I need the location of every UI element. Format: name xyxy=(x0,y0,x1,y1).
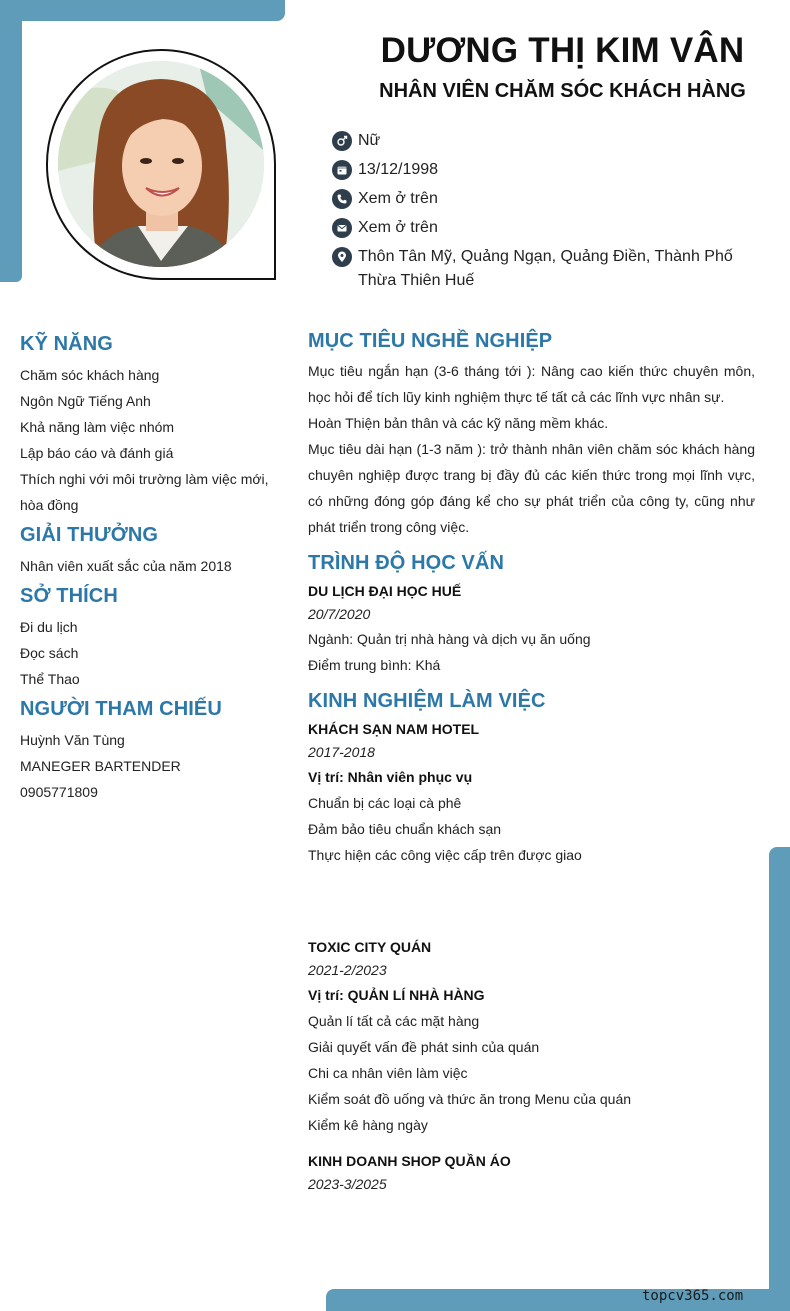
objective-heading: MỤC TIÊU NGHỀ NGHIỆP xyxy=(308,330,553,352)
job-company: KHÁCH SẠN NAM HOTEL xyxy=(308,721,480,737)
education-date: 20/7/2020 xyxy=(308,606,371,622)
awards-heading: GIẢI THƯỞNG xyxy=(20,524,159,546)
job-role: Vị trí: QUẢN LÍ NHÀ HÀNG xyxy=(308,987,485,1003)
decorative-bar-top xyxy=(0,0,285,21)
job-period: 2023-3/2025 xyxy=(308,1176,387,1192)
skills-heading: KỸ NĂNG xyxy=(20,333,113,355)
experience-section xyxy=(308,690,755,1196)
objective-section xyxy=(308,330,755,540)
contact-phone xyxy=(332,187,772,211)
candidate-job-title: NHÂN VIÊN CHĂM SÓC KHÁCH HÀNG xyxy=(379,80,746,102)
gender-icon xyxy=(332,131,352,151)
skill-item: Chăm sóc khách hàng xyxy=(20,367,160,383)
hobbies-section xyxy=(20,585,285,692)
watermark: topcv365.com xyxy=(642,1288,744,1304)
avatar-frame xyxy=(46,49,276,280)
hobbies-heading: SỞ THÍCH xyxy=(20,585,118,607)
calendar-icon xyxy=(332,160,352,180)
awards-section xyxy=(20,524,285,579)
email-icon xyxy=(332,218,352,238)
skill-item: Khả năng làm việc nhóm xyxy=(20,419,175,435)
right-column xyxy=(308,330,755,1202)
job-task: Kiểm soát đồ uống và thức ăn trong Menu của quán xyxy=(308,1091,632,1107)
references-heading: NGƯỜI THAM CHIẾU xyxy=(20,698,222,720)
job-period: 2017-2018 xyxy=(308,744,375,760)
job-company: TOXIC CITY QUÁN xyxy=(308,939,432,955)
award-item: Nhân viên xuất sắc của năm 2018 xyxy=(20,558,232,574)
job-company: KINH DOANH SHOP QUẦN ÁO xyxy=(308,1153,511,1169)
job-role: Vị trí: Nhân viên phục vụ xyxy=(308,769,473,785)
left-column xyxy=(20,333,285,811)
contact-email-text: Xem ở trên xyxy=(358,219,438,236)
reference-name: Huỳnh Văn Tùng xyxy=(20,732,125,748)
contact-gender xyxy=(332,129,772,153)
skill-item: Lập báo cáo và đánh giá xyxy=(20,445,174,461)
hobby-item: Thể Thao xyxy=(20,671,80,687)
job-entry xyxy=(308,718,755,868)
hobby-item: Đi du lịch xyxy=(20,619,78,635)
contact-email xyxy=(332,216,772,240)
education-heading: TRÌNH ĐỘ HỌC VẤN xyxy=(308,552,505,574)
job-task: Đảm bảo tiêu chuẩn khách sạn xyxy=(308,821,502,837)
avatar xyxy=(58,61,264,267)
phone-icon xyxy=(332,189,352,209)
contact-address xyxy=(332,245,772,293)
objective-paragraph: Mục tiêu ngắn hạn (3-6 tháng tới ): Nâng cao kiến thức chuyên môn, học hỏi để tích lũy kinh nghiệm thực tế tất cả các lĩnh vực nhân sự. xyxy=(308,363,755,405)
skills-section xyxy=(20,333,285,518)
job-task: Chuẩn bị các loại cà phê xyxy=(308,795,462,811)
job-task: Giải quyết vấn đề phát sinh của quán xyxy=(308,1039,540,1055)
education-detail: Điểm trung bình: Khá xyxy=(308,657,441,673)
skill-item: Ngôn Ngữ Tiếng Anh xyxy=(20,393,151,409)
candidate-name: DƯƠNG THỊ KIM VÂN xyxy=(380,31,745,70)
location-icon xyxy=(332,247,352,267)
job-period: 2021-2/2023 xyxy=(308,962,387,978)
reference-phone: 0905771809 xyxy=(20,784,98,800)
job-task: Thực hiện các công việc cấp trên được giao xyxy=(308,847,582,863)
job-entry xyxy=(308,936,755,1138)
decorative-bar-left xyxy=(0,0,22,282)
job-task: Kiểm kê hàng ngày xyxy=(308,1117,428,1133)
education-section xyxy=(308,552,755,678)
objective-paragraph: Mục tiêu dài hạn (1-3 năm ): trở thành nhân viên chăm sóc khách hàng chuyên nghiệp được trang bị đầy đủ các kiến thức trong mọi lĩnh vực, có những đóng góp đáng kể cho sự phát triển của công ty, cũng như phát triển trong công việc. xyxy=(308,441,755,535)
hobby-item: Đọc sách xyxy=(20,645,79,661)
contact-address-text: Thôn Tân Mỹ, Quảng Ngạn, Quảng Điền, Thành Phố Thừa Thiên Huế xyxy=(358,248,733,289)
job-task: Chi ca nhân viên làm việc xyxy=(308,1065,468,1081)
contact-birthday-text: 13/12/1998 xyxy=(358,161,439,178)
decorative-bar-right xyxy=(769,847,790,1311)
job-task: Quản lí tất cả các mặt hàng xyxy=(308,1013,480,1029)
objective-paragraph: Hoàn Thiện bản thân và các kỹ năng mềm khác. xyxy=(308,415,609,431)
contact-phone-text: Xem ở trên xyxy=(358,190,438,207)
experience-heading: KINH NGHIỆM LÀM VIỆC xyxy=(308,690,546,712)
job-entry xyxy=(308,1150,755,1196)
skill-item: Thích nghi với môi trường làm việc mới, hòa đồng xyxy=(20,471,269,513)
education-school: DU LỊCH ĐẠI HỌC HUẾ xyxy=(308,583,462,599)
reference-position: MANEGER BARTENDER xyxy=(20,758,181,774)
references-section xyxy=(20,698,285,805)
contact-list xyxy=(332,129,772,298)
contact-birthday xyxy=(332,158,772,182)
education-detail: Ngành: Quản trị nhà hàng và dịch vụ ăn uống xyxy=(308,631,591,647)
contact-gender-text: Nữ xyxy=(358,132,381,149)
